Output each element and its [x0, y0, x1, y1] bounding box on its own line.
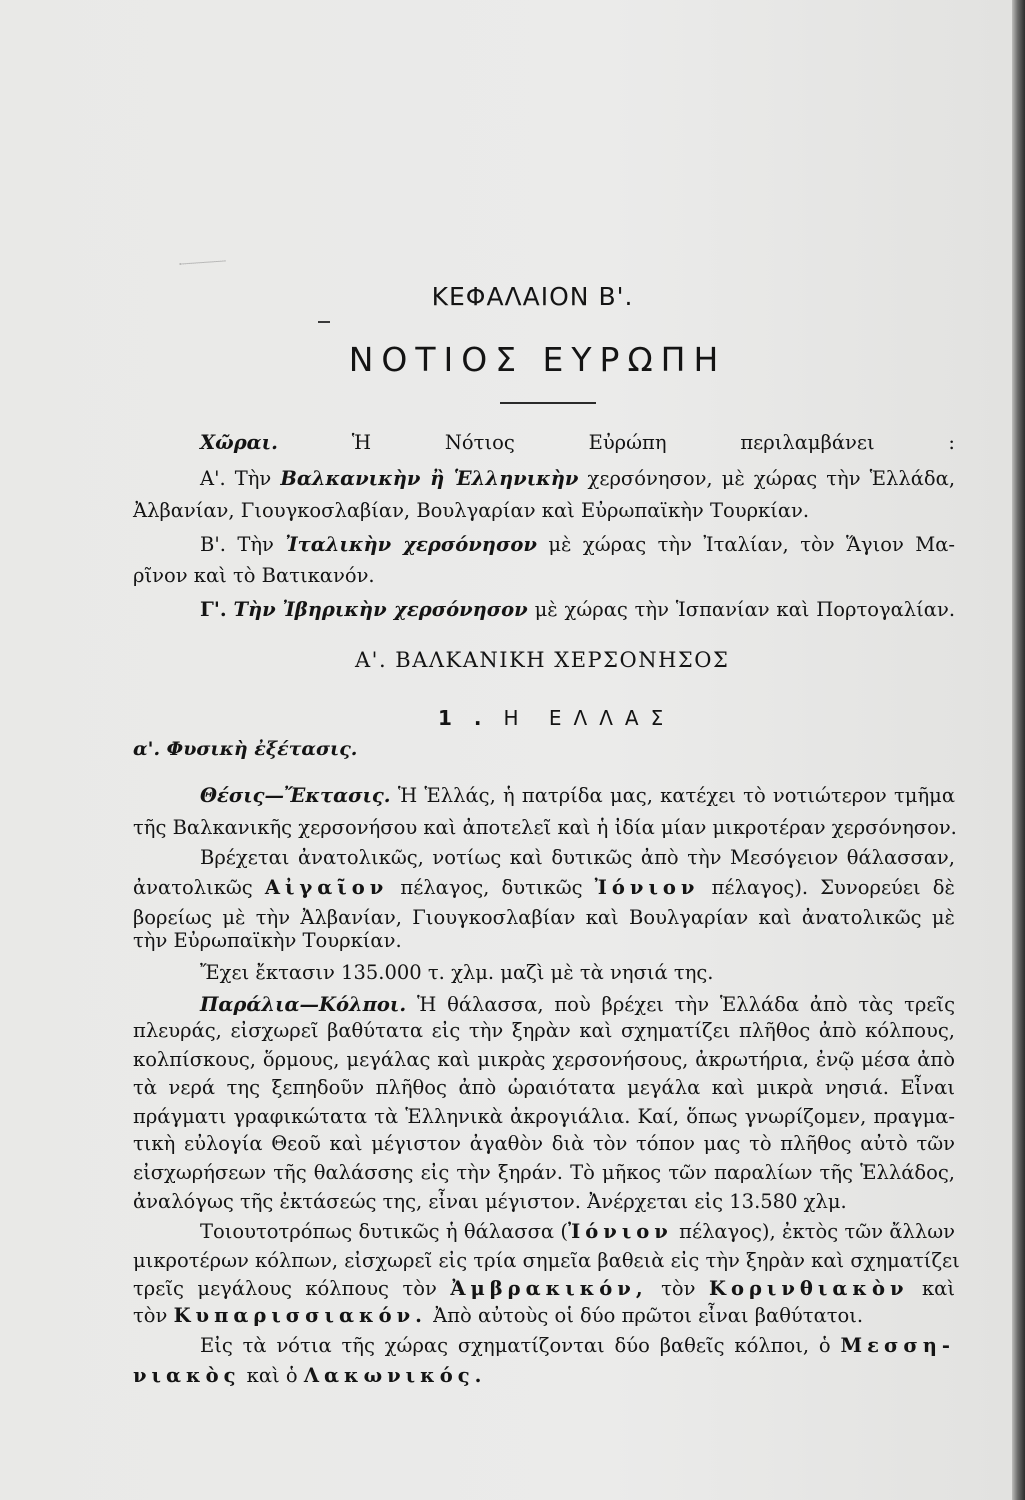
page-binding-edge — [1012, 0, 1025, 1500]
body-line-19 — [133, 1303, 955, 1329]
p1-head: Θέσις—Ἔκτασις. — [200, 784, 391, 807]
p5-line-1c: πέλαγος), ἐκτὸς τῶν ἄλλων — [679, 1220, 956, 1243]
item-b-post: μὲ χώρας τὴν Ἰταλίαν, τὸν Ἅγιον Μα- — [548, 533, 955, 556]
p6-line-2b: καὶ ὁ — [246, 1364, 298, 1387]
intro-head: Χῶραι. — [200, 431, 278, 454]
p2-line-3: βορείως μὲ τὴν Ἀλβανίαν, Γιουγκοσλαβίαν καὶ Βουλγαρίαν καὶ ἀνατολικῶς μὲ — [133, 906, 955, 929]
intro-line-1 — [200, 430, 955, 456]
intro-lead: Ἡ Νότιος Εὐρώπη περιλαμβάνει : — [351, 431, 955, 454]
body-line-6 — [133, 928, 955, 954]
item-a-number: Α'. — [200, 467, 226, 490]
p2-line-4: τὴν Εὐρωπαϊκὴν Τουρκίαν. — [133, 929, 402, 952]
item-b-pre: Τὴν — [237, 533, 274, 556]
item-c-pre: Τὴν — [233, 598, 276, 621]
p2-line-2e: πέλαγος). Συνορεύει δὲ — [711, 876, 955, 899]
p5-line-2: μικροτέρων κόλπων, εἰσχωρεῖ εἰς τρία σημεῖα βαθειὰ εἰς τὴν ξηρὰν καὶ σχηματίζει — [133, 1249, 960, 1272]
p5-line-4a: τὸν — [133, 1304, 168, 1327]
item-a-cont: Ἀλβανίαν, Γιουγκοσλαβίαν, Βουλγαρίαν καὶ Εὐρωπαϊκὴν Τουρκίαν. — [133, 499, 810, 522]
intro-line-a — [200, 466, 955, 492]
p4-line-7: εἰσχωρήσεων τῆς θαλάσσης εἰς τὴν ξηράν. Τὸ μῆκος τῶν παραλίων τῆς Ἑλλάδος, — [133, 1161, 955, 1184]
subsection-number: 1. — [438, 706, 504, 730]
subsection-title — [438, 706, 675, 730]
p4-line-3: κολπίσκους, ὅρμους, μεγάλας καὶ μικρὰς χερσονήσους, ἀκρωτήρια, ἐνῷ μέσα ἀπὸ — [133, 1048, 955, 1071]
body-line-17 — [133, 1248, 960, 1274]
p1-line-1: Ἡ Ἑλλάς, ἡ πατρίδα μας, κατέχει τὸ νοτιώτερον τμῆμα — [397, 784, 956, 807]
body-line-4 — [133, 875, 955, 901]
chapter-label: ΚΕΦΑΛΑΙΟΝ Β'. — [431, 282, 634, 311]
p5-line-1a: Τοιουτοτρόπως δυτικῶς ἡ θάλασσα ( — [200, 1220, 569, 1243]
p5-line-3e: καὶ — [921, 1277, 955, 1300]
item-c-post: μὲ χώρας τὴν Ἱσπανίαν καὶ Πορτογαλίαν. — [534, 598, 956, 621]
item-a-post: χερσόνησον, μὲ χώρας τὴν Ἑλλάδα, — [587, 467, 956, 490]
body-line-2 — [133, 815, 955, 841]
p5-line-3a: τρεῖς μεγάλους κόλπους τὸν — [133, 1277, 437, 1300]
p6-line-1a: Εἰς τὰ νότια τῆς χώρας σχηματίζονται δύο βαθεῖς κόλποι, ὁ — [200, 1334, 831, 1357]
p6-messenian: Μεσση- — [840, 1334, 955, 1357]
intro-line-b — [200, 532, 955, 558]
p5-line-3c: τὸν — [661, 1277, 696, 1300]
body-line-21 — [133, 1363, 955, 1389]
p5-line-4c: Ἀπὸ αὐτοὺς οἱ δύο πρῶτοι εἶναι βαθύτατοι. — [433, 1304, 864, 1327]
p4-line-1: Ἡ θάλασσα, ποὺ βρέχει τὴν Ἑλλάδα ἀπὸ τὰς τρεῖς — [416, 993, 955, 1016]
item-c-term: Ἰβηρικὴν χερσόνησον — [282, 598, 528, 621]
p4-line-6: τικὴ εὐλογία Θεοῦ καὶ μέγιστον ἀγαθὸν διὰ τὸν τόπον μας τὸ πλῆθος αὐτὸ τῶν — [133, 1132, 955, 1155]
body-line-1 — [200, 783, 955, 809]
intro-line-a-cont — [133, 498, 955, 524]
item-a-pre: Τὴν — [234, 467, 272, 490]
p5-ambracian: Ἀμβρακικόν, — [450, 1277, 648, 1300]
p4-line-4: τὰ νερά της ξεπηδοῦν πλῆθος ἀπὸ ὡραιότατα μεγάλα καὶ μικρὰ νησιά. Εἶναι — [133, 1076, 955, 1099]
body-line-16 — [200, 1219, 955, 1245]
p2-line-2a: ἀνατολικῶς — [133, 876, 253, 899]
p3-line: Ἔχει ἔκτασιν 135.000 τ. χλμ. μαζὶ μὲ τὰ νησιά της. — [200, 961, 714, 984]
item-b-number: Β'. — [200, 533, 226, 556]
p6-line-2a: νιακὸς — [133, 1364, 241, 1387]
exam-heading: α'. Φυσικὴ ἐξέτασις. — [133, 738, 358, 760]
p2-aegean: Αἰγαῖον — [264, 876, 389, 899]
title-rule — [500, 402, 596, 404]
stray-ink-dash — [318, 321, 330, 323]
p5-corinthian: Κορινθιακὸν — [709, 1277, 909, 1300]
body-line-20 — [200, 1333, 955, 1359]
item-b-term: Ἰταλικὴν χερσόνησον — [285, 533, 537, 556]
body-line-3 — [200, 845, 955, 871]
p4-line-8: ἀναλόγως τῆς ἐκτάσεώς της, εἶναι μέγιστον. Ἀνέρχεται εἰς 13.580 χλμ. — [133, 1190, 847, 1213]
p4-head: Παράλια—Κόλποι. — [200, 993, 407, 1016]
section-title: Α'. ΒΑΛΚΑΝΙΚΗ ΧΕΡΣΟΝΗΣΟΣ — [355, 648, 730, 672]
subsection-name: Η ΕΛΛΑΣ — [503, 706, 676, 730]
body-line-15 — [133, 1189, 955, 1215]
item-a-term: Βαλκανικὴν ἢ Ἑλληνικὴν — [280, 467, 579, 490]
p6-laconian: Λακωνικός. — [303, 1364, 487, 1387]
intro-line-b-cont — [133, 563, 955, 589]
body-line-11 — [133, 1075, 955, 1101]
body-line-7 — [200, 960, 955, 986]
body-line-18 — [133, 1276, 955, 1302]
p2-ionian: Ἰόνιον — [594, 876, 700, 899]
body-line-14 — [133, 1160, 955, 1186]
body-line-8 — [200, 992, 955, 1018]
p1-line-2: τῆς Βαλκανικῆς χερσονήσου καὶ ἀποτελεῖ καὶ ἡ ἰδία μίαν μικροτέραν χερσόνησον. — [133, 816, 957, 839]
stray-pencil-mark — [180, 260, 227, 278]
body-line-10 — [133, 1047, 955, 1073]
item-b-cont: ρῖνον καὶ τὸ Βατικανόν. — [133, 564, 375, 587]
p5-ionian: Ἰόνιον — [568, 1220, 673, 1243]
body-line-12 — [133, 1104, 955, 1130]
p5-cyparissian: Κυπαρισσιακόν. — [173, 1304, 427, 1327]
p2-line-1: Βρέχεται ἀνατολικῶς, νοτίως καὶ δυτικῶς ἀπὸ τὴν Μεσόγειον θάλασσαν, — [200, 846, 955, 869]
body-line-9 — [133, 1018, 955, 1044]
p2-line-2c: πέλαγος, δυτικῶς — [400, 876, 583, 899]
item-c-number: Γ'. — [200, 598, 227, 621]
p4-line-5: πράγματι γραφικώτατα τὰ Ἑλληνικὰ ἀκρογιάλια. Καί, ὅπως γνωρίζομεν, πραγμα- — [133, 1105, 955, 1128]
intro-line-c — [200, 597, 955, 623]
p4-line-2: πλευράς, εἰσχωρεῖ βαθύτατα εἰς τὴν ξηρὰν καὶ σχηματίζει πλῆθος ἀπὸ κόλπους, — [133, 1019, 955, 1042]
body-line-13 — [133, 1131, 955, 1157]
chapter-title: ΝΟΤΙΟΣ ΕΥΡΩΠΗ — [348, 340, 727, 379]
